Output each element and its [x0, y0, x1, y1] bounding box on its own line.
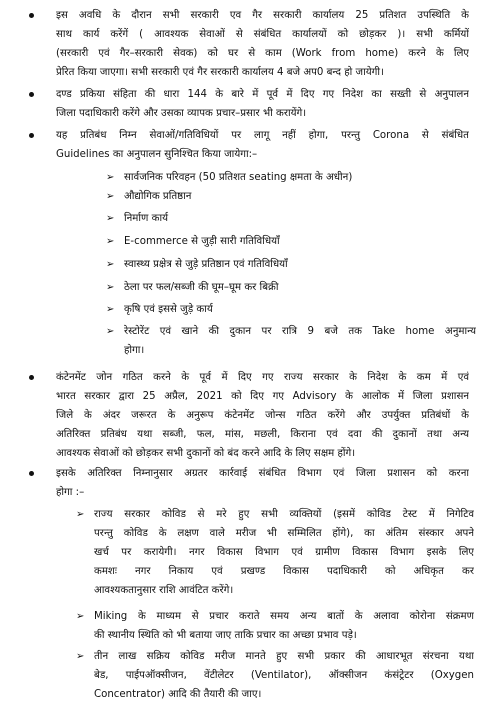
- arrow-bullet-icon: ➢: [76, 651, 85, 662]
- sub-item-miking: [76, 607, 474, 647]
- text-line: कमशः नगर निकाय एवं प्रखण्ड विकास पदाधिकारी को अधिकृत कर: [94, 566, 474, 577]
- arrow-bullet-icon: ➢: [106, 191, 115, 202]
- bullet-marker: [29, 471, 34, 476]
- arrow-bullet-icon: ➢: [106, 259, 115, 270]
- bullet-text: [56, 368, 469, 463]
- text-line: कंटेनमेंट जोन गठित करने के पूर्व में दिए गए राज्य सरकार के निदेश के कम में एवं: [56, 372, 469, 383]
- text-line: कृषि एवं इससे जुड़े कार्य: [124, 304, 213, 315]
- text-line: अतिरिक्त प्रतिबंध यथा सब्जी, फल, मांस, मछली, किराना एवं दवा की दुकानों तथा अन्य: [56, 429, 469, 440]
- text-line: परन्तु कोविड के लक्षण वाले मरीज भी सम्मिलित होंगे), का अंतिम संस्कार अपने: [94, 528, 474, 539]
- text-line: खर्च पर करायेगी। नगर विकास विभाग एवं ग्रामीण विकास विभाग इसके लिए: [94, 547, 474, 558]
- text-line: जिला पदाधिकारी करेंगे और उसका व्यापक प्रचार–प्रसार भी करायेंगे।: [56, 108, 307, 119]
- sub-item-cremation: [76, 505, 474, 605]
- bullet-marker: [29, 13, 34, 18]
- text-line: राज्य सरकार कोविड से मरे हुए सभी व्यक्तियों (इसमें कोविड टेस्ट में निगेटिव: [94, 509, 474, 520]
- text-line: Miking के माध्यम से प्रचार कराते समय अन्य बातों के अलावा कोरोना संक्रमण: [94, 611, 474, 622]
- text-line: की स्थानीय स्थिति को भी बताया जाए ताकि प्रचार का अच्छा प्रभाव पड़े।: [94, 630, 357, 641]
- text-line: Concentrator) आदि की तैयारी की जाए।: [94, 689, 262, 700]
- arrow-bullet-icon: ➢: [106, 213, 115, 224]
- text-line: औद्योगिक प्रतिष्ठान: [124, 191, 192, 202]
- text-line: आवश्यकतानुसार राशि आवंटित करेंगे।: [94, 585, 234, 596]
- bullet-text: [56, 6, 469, 82]
- text-line: आवश्यक सेवाओं को छोड़कर सभी दुकानों को बंद करने आदि के लिए सक्षम होंगे।: [56, 448, 356, 459]
- text-line: ठेला पर फल/सब्जी की घूम–घूम कर बिक्री: [124, 282, 279, 293]
- bullet-marker: [29, 133, 34, 138]
- bullet-text: [56, 85, 469, 123]
- text-line: E-commerce से जुड़ी सारी गतिविधियाँ: [124, 236, 280, 247]
- text-line: होगा।: [124, 345, 145, 356]
- text-line: बेड, पाईपऑक्सीजन, वेंटीलेटर (Ventilator), ऑक्सीजन कंसंट्रेटर (Oxygen: [94, 670, 474, 681]
- bullet-text: [56, 126, 469, 164]
- sub-item-restaurants: [106, 322, 476, 362]
- text-line: स्वास्थ्य प्रक्षेत्र से जुड़े प्रतिष्ठान एवं गतिविधियाँ: [124, 259, 288, 270]
- text-line: निर्माण कार्य: [124, 213, 168, 224]
- bullet-marker: [29, 92, 34, 97]
- text-line: रेस्टोरेंट एवं खाने की दुकान पर रात्रि 9 बजे तक Take home अनुमान्य: [124, 326, 476, 337]
- sub-item-infrastructure: [76, 647, 474, 707]
- arrow-bullet-icon: ➢: [106, 304, 115, 315]
- text-line: इसके अतिरिक्त निम्नानुसार अग्रतर कार्रवाई संबंधित विभाग एवं जिला प्रशासन को करना: [56, 468, 469, 479]
- text-line: जिले के अंदर जरूरत के अनुरूप कंटेनमेंट जोन्स गठित करेंगे और उपर्युक्त प्रतिबंधों के: [56, 410, 469, 421]
- text-line: प्रेरित किया जाएगा। सभी सरकारी एवं गैर सरकारी कार्यालय 4 बजे अप0 बन्द हो जायेगी।: [56, 67, 384, 78]
- text-line: इस अवधि के दौरान सभी सरकारी एव गैर सरकारी कार्यालय 25 प्रतिशत उपस्थिति के: [56, 10, 469, 21]
- text-line: होगा :–: [56, 487, 85, 498]
- text-line: दण्ड प्रकिया संहिता की धारा 144 के बारे में पूर्व में दिए गए निदेश का सख्ती से अनुपालन: [56, 89, 469, 100]
- text-line: Guidelines का अनुपालन सुनिश्चित किया जायेगा:–: [56, 149, 258, 160]
- arrow-bullet-icon: ➢: [106, 236, 115, 247]
- arrow-bullet-icon: ➢: [106, 172, 115, 183]
- text-line: साथ कार्य करेंगें ( आवश्यक सेवाओं से संबंधित कार्यालयों को छोड़कर )। सभी कर्मियों: [56, 29, 469, 40]
- text-line: तीन लाख सक्रिय कोविड मरीज मानते हुए सभी प्रकार की आधारभूत संरचना यथा: [94, 651, 474, 662]
- arrow-bullet-icon: ➢: [106, 282, 115, 293]
- text-line: यह प्रतिबंध निम्न सेवाओं/गतिविधियों पर लागू नहीं होगा, परन्तु Corona से संबंधित: [56, 130, 469, 141]
- bullet-text: [56, 464, 469, 502]
- text-line: (सरकारी एवं गैर–सरकारी सेवक) को घर से काम (Work from home) करने के लिए: [56, 48, 469, 59]
- bullet-marker: [29, 375, 34, 380]
- arrow-bullet-icon: ➢: [76, 509, 85, 520]
- arrow-bullet-icon: ➢: [106, 326, 115, 337]
- text-line: भारत सरकार द्वारा 25 अप्रैल, 2021 को दिए गए Advisory के आलोक में जिला प्रशासन: [56, 391, 469, 402]
- arrow-bullet-icon: ➢: [76, 611, 85, 622]
- text-line: सार्वजनिक परिवहन (50 प्रतिशत seating क्षमता के अधीन): [124, 172, 353, 183]
